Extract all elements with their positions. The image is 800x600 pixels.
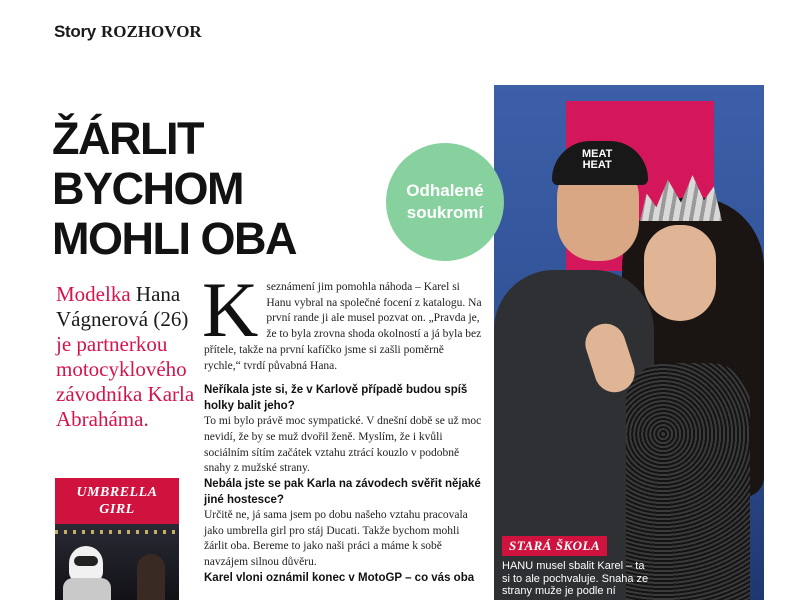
drop-cap: K (202, 266, 259, 353)
article-headline (52, 114, 392, 264)
section-label: ROZHOVOR (100, 22, 202, 41)
umbrella-title-line-2: GIRL (99, 502, 135, 517)
photo-label: STARÁ ŠKOLA (502, 536, 607, 556)
deck-part-3: je partnerkou motocyklového závodníka Karla Abraháma. (56, 332, 195, 431)
question-3: Karel vloni oznámil konec v MotoGP – co vás oba (204, 571, 475, 584)
woman-face (644, 225, 716, 321)
brand-label: Story (54, 22, 96, 41)
umbrella-title-line-1: UMBRELLA (76, 485, 158, 500)
umbrella-girl-photo (55, 524, 179, 600)
headline-line-3: MOHLI OBA (52, 213, 296, 264)
headline-line-1: ŽÁRLIT (52, 113, 203, 164)
umbrella-girl-figure (137, 554, 165, 600)
page-header (54, 22, 202, 42)
cap-logo-line-1: MEAT (582, 148, 613, 160)
answer-1: To mi bylo právě moc sympatické. V dnešní době se už moc nevidí, že by se muž dvořil ženě. Myslím, že i kvůli sociálním sítím začátek vztahu ztrácí kouzlo v podobně snahy z mužské strany. (204, 415, 482, 475)
headline-line-2: BYCHOM (52, 163, 243, 214)
umbrella-girl-box (55, 478, 179, 600)
deck-part-1: Modelka (56, 282, 131, 306)
question-2: Nebála jste se pak Karla na závodech svěřit nějaké jiné hostesce? (204, 478, 481, 506)
badge-line-2: soukromí (406, 203, 484, 222)
couple-photo (494, 85, 764, 600)
umbrella-girl-title (55, 478, 179, 524)
racer-figure (63, 578, 111, 600)
odhalene-soukromi-badge (386, 143, 504, 261)
stadium-lights (55, 530, 179, 534)
article-deck (56, 282, 196, 432)
cap-logo (582, 149, 612, 171)
deck-part-2: Hana Vágnerová (26) (56, 282, 189, 331)
article-body (202, 266, 482, 586)
question-1: Neříkala jste si, že v Karlově případě budou spíš holky balit jeho? (204, 384, 468, 412)
photo-caption: HANU musel sbalit Karel – ta si to ale pochvaluje. Snaha ze strany muže je podle ní (502, 560, 649, 597)
badge-line-1: Odhalené (406, 181, 484, 200)
helmet-visor (74, 556, 98, 566)
cap-logo-line-2: HEAT (582, 159, 612, 171)
article-intro: seznámení jim pomohla náhoda – Karel si Hanu vybral na společné focení z katalogu. Na první rande ji ale musel pozvat on. „Pravda je, že to byla zrovna shoda okolností a já byla bez přítele, takže na první kafíčko jsme si zašli poměrně rychle,“ tvrdí půvabná Hana. (204, 281, 482, 372)
answer-2: Určitě ne, já sama jsem po dobu našeho vztahu pracovala jako umbrella girl pro stáj Ducati. Takže bychom mohli žárlit oba. Bereme to jako naši práci a máme k sobě navzájem silnou důvěru. (204, 509, 468, 569)
